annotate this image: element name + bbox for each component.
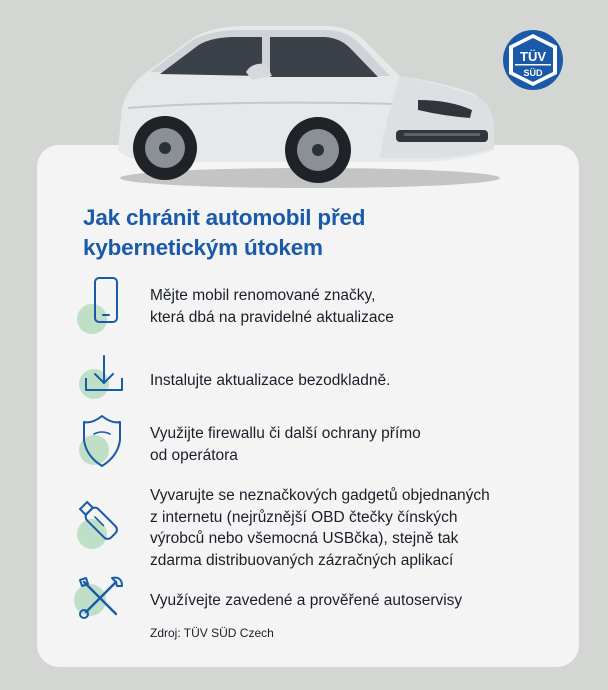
download-icon [78,352,130,402]
item-line: zdarma distribuovaných zázračných aplikací [150,551,454,569]
usb-stick-icon [72,494,132,554]
item-line: která dbá na pravidelné aktualizace [150,308,394,326]
source-note: Zdroj: TÜV SÜD Czech [150,626,274,640]
item-line: z internetu (nejrůznější OBD čtečky čínských [150,508,458,526]
logo-line-1: TÜV [520,49,546,64]
item-line: výrobců nebo všemocná USBčka), stejně tak [150,530,459,547]
item-line: Využijte firewallu či další ochrany přímo [150,425,421,442]
item-line: Využívejte zavedené a prověřené autoservisy [150,592,463,609]
title-line-2: kybernetickým útokem [83,235,323,260]
list-item [150,590,462,612]
title-line-1: Jak chránit automobil před [83,205,366,230]
list-item [150,370,390,392]
logo-line-2: SÜD [523,68,543,78]
item-line: Instalujte aktualizace bezodkladně. [150,372,391,389]
item-line: Mějte mobil renomované značky, [150,287,376,304]
shield-icon [74,410,130,470]
list-item [150,285,394,328]
tools-icon [70,574,130,622]
page-title [83,203,365,263]
item-line: od operátora [150,446,238,464]
item-line: Vyvarujte se neznačkových gadgetů objednaných [150,487,490,504]
list-item [150,485,490,571]
list-item [150,423,421,466]
tuv-sud-logo [501,28,565,92]
smartphone-icon [76,276,122,336]
